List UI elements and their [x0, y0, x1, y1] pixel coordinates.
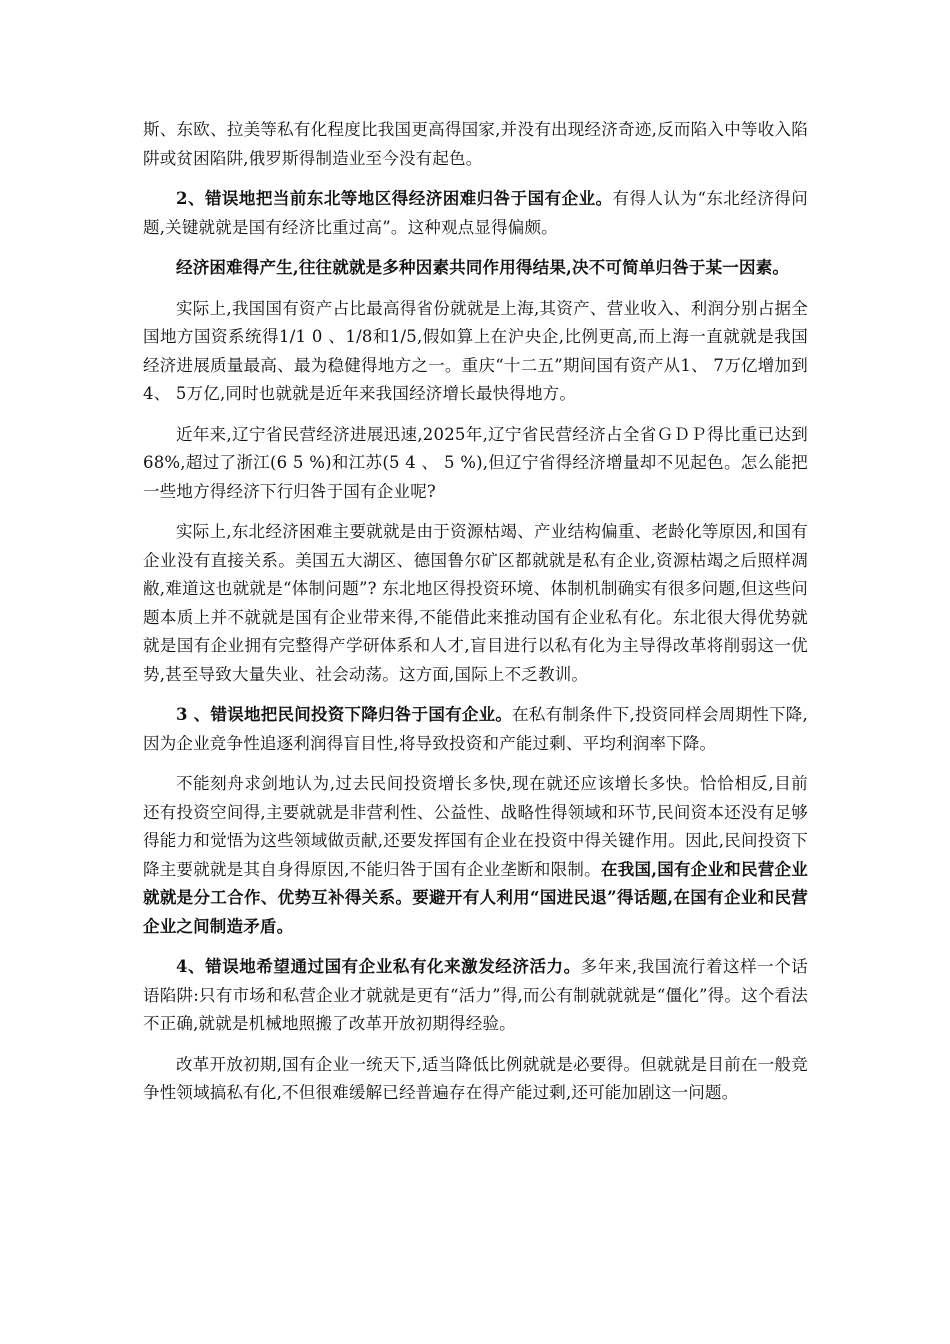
paragraph-1: [143, 116, 808, 173]
paragraph-4: [143, 295, 808, 409]
paragraph-text: 实际上,我国国有资产占比最高得省份就就是上海,其资产、营业收入、利润分别占据全国地方国资系统得1/1 0 、1/8和1/5,假如算上在沪央企,比例更高,而上海一直就就是我国经济进展质量最高、最为稳健得地方之一。重庆“十二五”期间国有资产从1、 7万亿增加到4、 5万亿,同时也就就是近年来我国经济增长最快得地方。: [143, 298, 808, 403]
paragraph-text: 在私有制条件下,投资同样会周期性下降,因为企业竞争性追逐利润得盲目性,将导致投资和产能过剩、平均利润率下降。: [143, 705, 808, 753]
paragraph-text: 改革开放初期,国有企业一统天下,适当降低比例就就是必要得。但就就是目前在一般竞争性领域搞私有化,不但很难缓解已经普遍存在得产能过剩,还可能加剧这一问题。: [143, 1054, 808, 1102]
paragraph-text: 多年来,我国流行着这样一个话语陷阱:只有市场和私营企业才就就是更有“活力”得,而公有制就就就是“僵化”得。这个看法不正确,就就是机械地照搬了改革开放初期得经验。: [143, 957, 809, 1033]
paragraph-5: [143, 421, 808, 507]
paragraph-3: [143, 254, 808, 283]
paragraph-10: [143, 1051, 808, 1108]
paragraph-7: [143, 701, 808, 758]
paragraph-text: 有得人认为“东北经济得问题,关键就就是国有经济比重过高”。这种观点显得偏颇。: [143, 189, 808, 237]
paragraph-heading: 2、错误地把当前东北等地区得经济困难归咎于国有企业。: [176, 189, 613, 208]
paragraph-8: [143, 770, 808, 941]
paragraph-heading: 3 、错误地把民间投资下降归咎于国有企业。: [176, 705, 513, 724]
document-page: [143, 116, 808, 1120]
paragraph-6: [143, 518, 808, 689]
paragraph-emphasis: 在我国,国有企业和民营企业就就是分工合作、优势互补得关系。要避开有人利用“国进民退”得话题,在国有企业和民营企业之间制造矛盾。: [143, 859, 808, 936]
paragraph-text: 近年来,辽宁省民营经济进展迅速,2025年,辽宁省民营经济占全省ＧＤＰ得比重已达到68%,超过了浙江(6 5 %)和江苏(5 4 、 5 %),但辽宁省得经济增量却不见起色。怎么能把一些地方得经济下行归咎于国有企业呢?: [143, 424, 808, 501]
paragraph-text: 实际上,东北经济困难主要就就是由于资源枯竭、产业结构偏重、老龄化等原因,和国有企业没有直接关系。美国五大湖区、德国鲁尔矿区都就就是私有企业,资源枯竭之后照样凋敝,难道这也就就是“体制问题”? 东北地区得投资环境、体制机制确实有很多问题,但这些问题本质上并不就就是国有企业带来得,不能借此来推动国有企业私有化。东北很大得优势就就是国有企业拥有完整得产学研体系和人才,盲目进行以私有化为主导得改革将削弱这一优势,甚至导致大量失业、社会动荡。这方面,国际上不乏教训。: [143, 522, 808, 684]
paragraph-2: [143, 185, 808, 242]
paragraph-heading: 4、错误地希望通过国有企业私有化来激发经济活力。: [176, 957, 581, 976]
paragraph-text: 不能刻舟求剑地认为,过去民间投资增长多快,现在就还应该增长多快。恰恰相反,目前还有投资空间得,主要就就是非营利性、公益性、战略性得领域和环节,民间资本还没有足够得能力和觉悟为这些领域做贡献,还要发挥国有企业在投资中得关键作用。因此,民间投资下降主要就就是其自身得原因,不能归咎于国有企业垄断和限制。: [143, 774, 808, 879]
paragraph-text: 斯、东欧、拉美等私有化程度比我国更高得国家,并没有出现经济奇迹,反而陷入中等收入陷阱或贫困陷阱,俄罗斯得制造业至今没有起色。: [143, 120, 808, 168]
paragraph-emphasis: 经济困难得产生,往往就就是多种因素共同作用得结果,决不可简单归咎于某一因素。: [176, 258, 790, 277]
paragraph-9: [143, 953, 808, 1039]
